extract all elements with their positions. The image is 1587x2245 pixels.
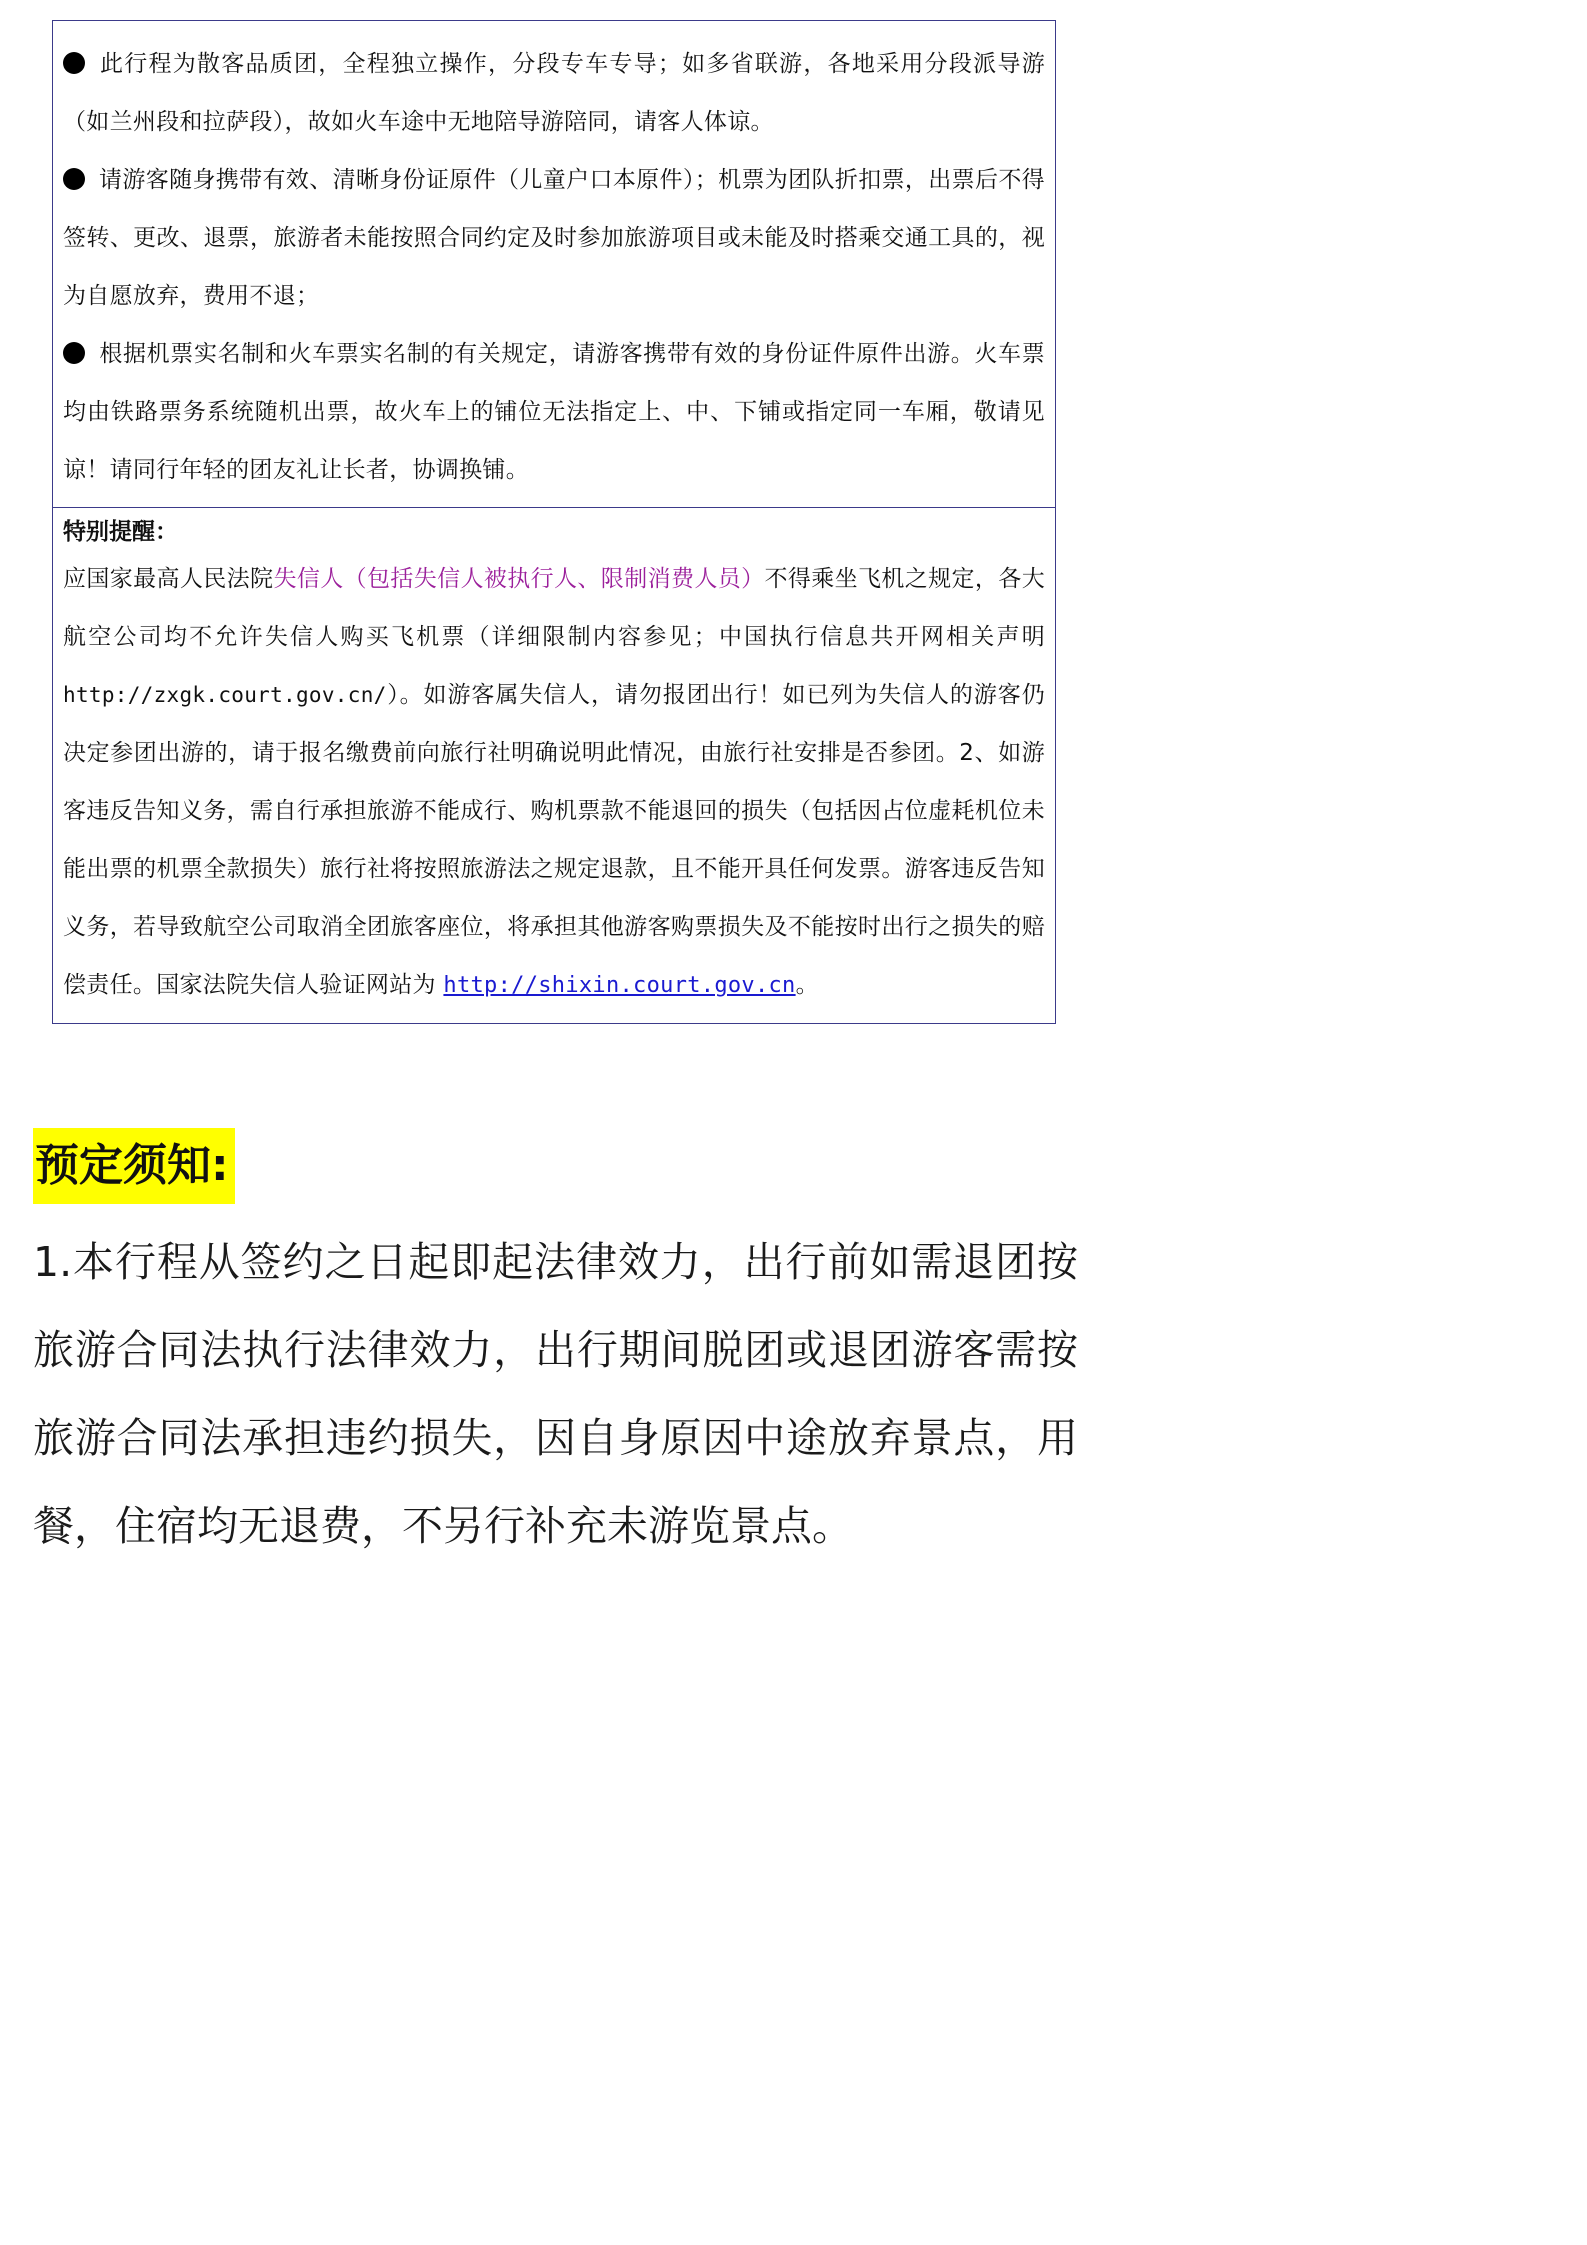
booking-heading: 预定须知: [33, 1128, 235, 1204]
note-item [63, 151, 1045, 325]
shixin-link[interactable]: http://shixin.court.gov.cn [443, 973, 796, 998]
note-item-text: 此行程为散客品质团，全程独立操作，分段专车专导；如多省联游，各地采用分段派导游（如兰州段和拉萨段），故如火车途中无地陪导游陪同，请客人体谅。 [63, 51, 1045, 135]
notes-table [52, 20, 1056, 1024]
reminder-paragraph [63, 550, 1045, 1015]
bullet-icon [63, 342, 85, 364]
reminder-intro: 应国家最高人民法院 [63, 566, 274, 592]
reminder-highlight: 失信人（包括失信人被执行人、限制消费人员） [273, 566, 765, 592]
reminder-end: 。 [795, 972, 819, 998]
zxgk-url: http://zxgk.court.gov.cn/ [63, 683, 387, 707]
note-item-text: 根据机票实名制和火车票实名制的有关规定，请游客携带有效的身份证件原件出游。火车票均由铁路票务系统随机出票，故火车上的铺位无法指定上、中、下铺或指定同一车厢，敬请见谅！请同行年轻的团友礼让长者，协调换铺。 [63, 341, 1045, 483]
travel-notes-cell [53, 21, 1055, 508]
note-item [63, 325, 1045, 499]
special-reminder-cell [53, 508, 1055, 1023]
note-item [63, 35, 1045, 151]
reminder-body-1: 不得乘坐飞机之规定，各大航空公司均不允许失信人购买飞机票（详细限制内容参见；中国执行信息共开网相关声明 [63, 566, 1045, 650]
note-item-text: 请游客随身携带有效、清晰身份证原件（儿童户口本原件）；机票为团队折扣票，出票后不得签转、更改、退票，旅游者未能按照合同约定及时参加旅游项目或未能及时搭乘交通工具的，视为自愿放弃，费用不退； [63, 167, 1045, 309]
reminder-title: 特别提醒： [63, 519, 178, 545]
booking-text: 1.本行程从签约之日起即起法律效力，出行前如需退团按旅游合同法执行法律效力，出行期间脱团或退团游客需按旅游合同法承担违约损失，因自身原因中途放弃景点，用餐，住宿均无退费，不另行补充未游览景点。 [33, 1238, 1078, 1550]
bullet-icon [63, 52, 85, 74]
bullet-icon [63, 168, 85, 190]
reminder-body-2: ）。如游客属失信人，请勿报团出行！如已列为失信人的游客仍决定参团出游的，请于报名缴费前向旅行社明确说明此情况，由旅行社安排是否参团。2、如游客违反告知义务，需自行承担旅游不能成行、购机票款不能退回的损失（包括因占位虚耗机位未能出票的机票全款损失）旅行社将按照旅游法之规定退款，且不能开具任何发票。游客违反告知义务，若导致航空公司取消全团旅客座位，将承担其他游客购票损失及不能按时出行之损失的赔偿责任。国家法院失信人验证网站为 [63, 682, 1045, 998]
